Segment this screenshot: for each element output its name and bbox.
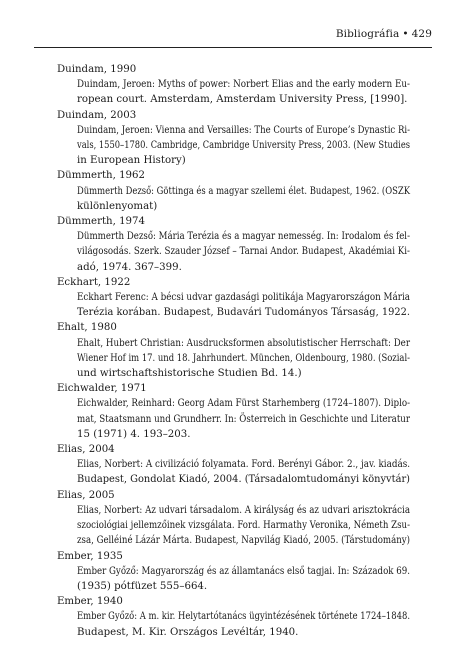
header-rule (34, 47, 432, 48)
bibliography-entry (57, 594, 410, 640)
bibliography-entry (57, 549, 410, 595)
entry-citation (77, 564, 410, 594)
entry-key: Dümmerth, 1962 (57, 170, 146, 182)
citation-line: Eichwalder, Reinhard: Georg Adam Fürst Starhemberg (1724–1807). Diplo- (77, 398, 411, 410)
citation-line: in European History) (77, 155, 186, 167)
citation-line: zsa, Gelléiné Lázár Márta. Budapest, Napvilág Kiadó, 2005. (Társtudomány) (77, 535, 410, 547)
entry-key: Duindam, 2003 (57, 109, 137, 121)
running-head-section: Bibliográfia (335, 28, 400, 40)
citation-line: 15 (1971) 4. 193–203. (77, 428, 191, 440)
citation-line: Ember Győző: Magyarország és az államtanács első tagjai. In: Századok 69. (77, 565, 411, 577)
citation-line: szociológiai jellemzőinek vizsgálata. Ford. Harmathy Veronika, Németh Zsu- (77, 520, 411, 532)
entry-key: Eichwalder, 1971 (57, 383, 147, 395)
citation-line: Elias, Norbert: Az udvari társadalom. A királyság és az udvari arisztokrácia (77, 504, 411, 516)
citation-line: Duindam, Jeroen: Myths of power: Norbert Elias and the early modern Eu- (77, 79, 410, 91)
entry-citation (77, 77, 410, 107)
entry-key: Ehalt, 1980 (57, 322, 117, 334)
citation-line: Budapest, M. Kir. Országos Levéltár, 1940. (77, 626, 299, 638)
citation-line: Duindam, Jeroen: Vienna and Versailles: The Courts of Europe’s Dynastic Ri- (77, 124, 411, 136)
citation-line: ropean court. Amsterdam, Amsterdam University Press, [1990]. (77, 94, 408, 106)
citation-line: Dümmerth Dezső: Mária Terézia és a magyar nemesség. In: Irodalom és fel- (77, 231, 410, 243)
citation-line: vals, 1550–1780. Cambridge, Cambridge University Press, 2003. (New Studies (77, 140, 411, 152)
entry-key: Ember, 1940 (57, 596, 123, 608)
entry-citation (77, 229, 410, 275)
bibliography-entry (57, 168, 410, 214)
citation-line: adó, 1974. 367–399. (77, 261, 182, 273)
running-head-separator: • (402, 28, 409, 40)
bibliography-list (57, 62, 410, 640)
citation-line: Budapest, Gondolat Kiadó, 2004. (Társadalomtudományi könyvtár) (77, 474, 410, 486)
entry-key: Elias, 2004 (57, 444, 115, 456)
citation-line: világosodás. Szerk. Szauder József – Tarnai Andor. Budapest, Akadémiai Ki- (77, 246, 410, 258)
citation-line: (1935) pótfüzet 555–664. (77, 580, 208, 592)
citation-line: Ember Győző: A m. kir. Helytartótanács ügyintézésének története 1724–1848. (77, 611, 411, 623)
citation-line: Ehalt, Hubert Christian: Ausdrucksformen absolutistischer Herrschaft: Der (77, 337, 410, 349)
citation-line: Dümmerth Dezső: Göttinga és a magyar szellemi élet. Budapest, 1962. (OSZK (77, 185, 411, 197)
entry-citation (77, 336, 410, 382)
bibliography-entry (57, 381, 410, 442)
entry-key: Ember, 1935 (57, 550, 123, 562)
bibliography-entry (57, 214, 410, 275)
bibliography-entry (57, 442, 410, 488)
entry-citation (77, 290, 410, 320)
entry-citation (77, 609, 410, 639)
entry-key: Elias, 2005 (57, 489, 115, 501)
citation-line: mat, Staatsmann und Grundherr. In: Österreich in Geschichte und Literatur (77, 413, 410, 425)
citation-line: Wiener Hof im 17. und 18. Jahrhundert. München, Oldenbourg, 1980. (Sozial- (77, 352, 410, 364)
page-number: 429 (411, 28, 432, 40)
citation-line: Eckhart Ferenc: A bécsi udvar gazdasági politikája Magyarországon Mária (77, 292, 411, 304)
citation-line: und wirtschaftshistorische Studien Bd. 14.) (77, 368, 302, 380)
running-head (336, 28, 432, 40)
bibliography-entry (57, 320, 410, 381)
bibliography-entry (57, 488, 410, 549)
citation-line: Elias, Norbert: A civilizáció folyamata. Ford. Berényi Gábor. 2., jav. kiadás. (77, 459, 411, 471)
entry-key: Eckhart, 1922 (57, 276, 131, 288)
entry-citation (77, 396, 410, 442)
entry-key: Duindam, 1990 (57, 64, 137, 75)
entry-citation (77, 457, 410, 487)
entry-citation (77, 184, 410, 214)
entry-citation (77, 123, 410, 169)
citation-line: Terézia korában. Budapest, Budavári Tudományos Társaság, 1922. (77, 307, 410, 319)
citation-line: különlenyomat) (77, 200, 158, 212)
bibliography-entry (57, 275, 410, 321)
bibliography-entry (57, 62, 410, 108)
bibliography-entry (57, 108, 410, 169)
entry-citation (77, 503, 410, 549)
entry-key: Dümmerth, 1974 (57, 216, 146, 228)
